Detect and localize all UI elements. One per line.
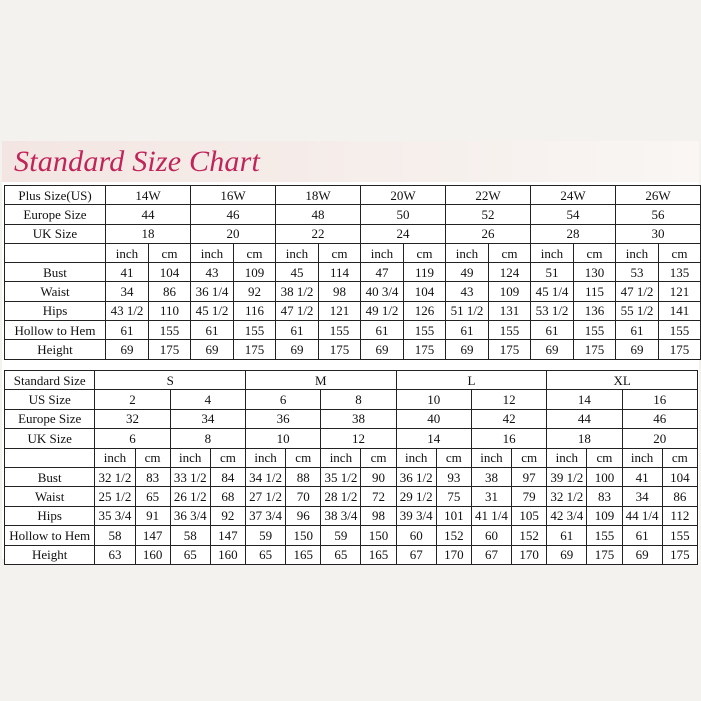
measurement-value: 44 1/4 (622, 506, 662, 525)
unit-cm-cell: cm (489, 243, 531, 262)
measurement-value: 72 (361, 487, 396, 506)
measurement-value: 131 (489, 301, 531, 320)
measurement-value: 59 (321, 526, 361, 545)
measurement-value: 135 (659, 263, 701, 282)
measurement-value: 60 (396, 526, 436, 545)
measurement-value: 69 (446, 340, 489, 359)
measurement-value: 101 (436, 506, 471, 525)
europe-size-cell: 54 (531, 205, 616, 224)
measurement-label: Hips (5, 506, 95, 525)
standard-size-header: Standard Size (5, 371, 95, 390)
measurement-row (5, 545, 698, 564)
measurement-value: 121 (659, 282, 701, 301)
plus-size-table (4, 185, 701, 360)
measurement-value: 116 (234, 301, 276, 320)
measurement-value: 110 (149, 301, 191, 320)
unit-inch-cell: inch (531, 243, 574, 262)
measurement-value: 42 3/4 (547, 506, 587, 525)
measurement-value: 38 (471, 467, 511, 486)
europe-size-row (5, 205, 701, 224)
measurement-value: 38 1/2 (276, 282, 319, 301)
measurement-row (5, 340, 701, 359)
uk-size-cell: 26 (446, 224, 531, 243)
measurement-value: 83 (135, 467, 170, 486)
measurement-value: 69 (106, 340, 149, 359)
unit-inch-cell: inch (471, 448, 511, 467)
europe-size-cell: 34 (170, 409, 245, 428)
unit-cm-cell: cm (319, 243, 361, 262)
measurement-row (5, 263, 701, 282)
measurement-value: 47 1/2 (276, 301, 319, 320)
measurement-value: 70 (286, 487, 321, 506)
size-group-cell: S (95, 371, 246, 390)
size-group-cell: XL (547, 371, 698, 390)
measurement-value: 175 (234, 340, 276, 359)
measurement-value: 136 (574, 301, 616, 320)
measurement-label: Bust (5, 467, 95, 486)
measurement-value: 39 3/4 (396, 506, 436, 525)
uk-size-label: UK Size (5, 224, 106, 243)
measurement-value: 65 (135, 487, 170, 506)
measurement-value: 175 (489, 340, 531, 359)
uk-size-cell: 6 (95, 429, 170, 448)
measurement-value: 49 (446, 263, 489, 282)
uk-size-row (5, 224, 701, 243)
uk-size-cell: 8 (170, 429, 245, 448)
europe-size-cell: 44 (547, 409, 622, 428)
unit-inch-cell: inch (170, 448, 210, 467)
measurement-row (5, 467, 698, 486)
uk-size-label: UK Size (5, 429, 95, 448)
measurement-value: 155 (489, 321, 531, 340)
measurement-value: 170 (436, 545, 471, 564)
measurement-value: 109 (489, 282, 531, 301)
measurement-value: 83 (587, 487, 622, 506)
measurement-value: 36 3/4 (170, 506, 210, 525)
uk-size-cell: 14 (396, 429, 471, 448)
measurement-value: 68 (210, 487, 245, 506)
measurement-value: 147 (210, 526, 245, 545)
us-size-cell: 12 (471, 390, 546, 409)
measurement-value: 34 (622, 487, 662, 506)
measurement-row (5, 526, 698, 545)
us-size-cell: 10 (396, 390, 471, 409)
measurement-value: 36 1/4 (191, 282, 234, 301)
measurement-label: Hollow to Hem (5, 321, 106, 340)
measurement-value: 155 (404, 321, 446, 340)
europe-size-label: Europe Size (5, 205, 106, 224)
plus-size-cell: 16W (191, 186, 276, 205)
measurement-value: 53 (616, 263, 659, 282)
measurement-value: 47 1/2 (616, 282, 659, 301)
measurement-value: 65 (170, 545, 210, 564)
uk-size-cell: 24 (361, 224, 446, 243)
measurement-value: 25 1/2 (95, 487, 135, 506)
measurement-value: 79 (512, 487, 547, 506)
plus-size-cell: 22W (446, 186, 531, 205)
measurement-value: 155 (574, 321, 616, 340)
unit-cm-cell: cm (361, 448, 396, 467)
measurement-value: 152 (512, 526, 547, 545)
europe-size-cell: 32 (95, 409, 170, 428)
measurement-value: 65 (246, 545, 286, 564)
measurement-value: 175 (404, 340, 446, 359)
measurement-value: 69 (191, 340, 234, 359)
us-size-cell: 2 (95, 390, 170, 409)
measurement-value: 61 (531, 321, 574, 340)
measurement-value: 45 1/2 (191, 301, 234, 320)
unit-cm-cell: cm (512, 448, 547, 467)
uk-size-row (5, 429, 698, 448)
measurement-value: 53 1/2 (531, 301, 574, 320)
measurement-value: 130 (574, 263, 616, 282)
measurement-value: 45 (276, 263, 319, 282)
measurement-value: 67 (471, 545, 511, 564)
measurement-value: 39 1/2 (547, 467, 587, 486)
measurement-value: 124 (489, 263, 531, 282)
unit-cm-cell: cm (286, 448, 321, 467)
measurement-row (5, 301, 701, 320)
measurement-value: 26 1/2 (170, 487, 210, 506)
measurement-value: 92 (210, 506, 245, 525)
plus-size-row (5, 186, 701, 205)
measurement-value: 104 (404, 282, 446, 301)
unit-inch-cell: inch (547, 448, 587, 467)
measurement-value: 61 (547, 526, 587, 545)
unit-inch-cell: inch (106, 243, 149, 262)
plus-size-cell: 20W (361, 186, 446, 205)
measurement-value: 121 (319, 301, 361, 320)
measurement-value: 155 (662, 526, 697, 545)
measurement-value: 112 (662, 506, 697, 525)
unit-inch-cell: inch (616, 243, 659, 262)
europe-size-cell: 38 (321, 409, 396, 428)
measurement-value: 84 (210, 467, 245, 486)
size-group-cell: M (246, 371, 397, 390)
uk-size-cell: 20 (622, 429, 697, 448)
measurement-value: 32 1/2 (547, 487, 587, 506)
measurement-value: 150 (361, 526, 396, 545)
uk-size-cell: 22 (276, 224, 361, 243)
uk-size-cell: 20 (191, 224, 276, 243)
measurement-row (5, 506, 698, 525)
measurement-value: 35 1/2 (321, 467, 361, 486)
measurement-value: 170 (512, 545, 547, 564)
size-group-cell: L (396, 371, 547, 390)
unit-cm-cell: cm (210, 448, 245, 467)
unit-cm-cell: cm (234, 243, 276, 262)
measurement-value: 104 (662, 467, 697, 486)
measurement-value: 105 (512, 506, 547, 525)
us-size-cell: 14 (547, 390, 622, 409)
measurement-value: 67 (396, 545, 436, 564)
measurement-value: 49 1/2 (361, 301, 404, 320)
unit-cm-cell: cm (659, 243, 701, 262)
measurement-value: 160 (210, 545, 245, 564)
unit-inch-cell: inch (276, 243, 319, 262)
unit-inch-cell: inch (622, 448, 662, 467)
measurement-value: 37 3/4 (246, 506, 286, 525)
measurement-row (5, 282, 701, 301)
measurement-value: 152 (436, 526, 471, 545)
measurement-value: 98 (361, 506, 396, 525)
unit-cm-cell: cm (436, 448, 471, 467)
unit-cm-cell: cm (574, 243, 616, 262)
measurement-value: 51 (531, 263, 574, 282)
europe-size-cell: 42 (471, 409, 546, 428)
uk-size-cell: 28 (531, 224, 616, 243)
measurement-value: 165 (361, 545, 396, 564)
plus-size-cell: 26W (616, 186, 701, 205)
europe-size-cell: 36 (246, 409, 321, 428)
measurement-label: Height (5, 545, 95, 564)
europe-size-cell: 44 (106, 205, 191, 224)
measurement-value: 58 (95, 526, 135, 545)
unit-cm-cell: cm (662, 448, 697, 467)
measurement-value: 69 (361, 340, 404, 359)
measurement-value: 61 (191, 321, 234, 340)
measurement-value: 61 (446, 321, 489, 340)
measurement-value: 29 1/2 (396, 487, 436, 506)
measurement-value: 155 (234, 321, 276, 340)
measurement-value: 61 (276, 321, 319, 340)
measurement-value: 35 3/4 (95, 506, 135, 525)
us-size-row (5, 390, 698, 409)
measurement-label: Bust (5, 263, 106, 282)
measurement-value: 69 (622, 545, 662, 564)
europe-size-label: Europe Size (5, 409, 95, 428)
measurement-value: 28 1/2 (321, 487, 361, 506)
plus-size-cell: 24W (531, 186, 616, 205)
unit-cm-cell: cm (404, 243, 446, 262)
measurement-value: 69 (616, 340, 659, 359)
measurement-value: 41 (106, 263, 149, 282)
measurement-value: 91 (135, 506, 170, 525)
us-size-cell: 16 (622, 390, 697, 409)
measurement-value: 27 1/2 (246, 487, 286, 506)
measurement-value: 34 1/2 (246, 467, 286, 486)
measurement-value: 160 (135, 545, 170, 564)
unit-inch-cell: inch (321, 448, 361, 467)
unit-inch-cell: inch (191, 243, 234, 262)
measurement-value: 75 (436, 487, 471, 506)
europe-size-cell: 50 (361, 205, 446, 224)
measurement-value: 104 (149, 263, 191, 282)
unit-inch-cell: inch (446, 243, 489, 262)
us-size-cell: 4 (170, 390, 245, 409)
measurement-value: 86 (662, 487, 697, 506)
measurement-value: 61 (361, 321, 404, 340)
uk-size-cell: 12 (321, 429, 396, 448)
europe-size-row (5, 409, 698, 428)
measurement-label: Hollow to Hem (5, 526, 95, 545)
measurement-value: 155 (587, 526, 622, 545)
uk-size-cell: 18 (547, 429, 622, 448)
us-size-label: US Size (5, 390, 95, 409)
measurement-label: Height (5, 340, 106, 359)
us-size-cell: 6 (246, 390, 321, 409)
measurement-value: 51 1/2 (446, 301, 489, 320)
measurement-value: 33 1/2 (170, 467, 210, 486)
measurement-value: 61 (616, 321, 659, 340)
measurement-value: 155 (319, 321, 361, 340)
measurement-value: 34 (106, 282, 149, 301)
europe-size-cell: 46 (622, 409, 697, 428)
measurement-value: 32 1/2 (95, 467, 135, 486)
measurement-value: 59 (246, 526, 286, 545)
measurement-value: 92 (234, 282, 276, 301)
measurement-value: 43 1/2 (106, 301, 149, 320)
plus-size-header: Plus Size(US) (5, 186, 106, 205)
measurement-value: 97 (512, 467, 547, 486)
measurement-value: 175 (149, 340, 191, 359)
measurement-value: 69 (531, 340, 574, 359)
measurement-value: 96 (286, 506, 321, 525)
measurement-value: 155 (659, 321, 701, 340)
unit-inch-cell: inch (95, 448, 135, 467)
standard-size-row (5, 371, 698, 390)
measurement-value: 47 (361, 263, 404, 282)
uk-size-cell: 30 (616, 224, 701, 243)
measurement-value: 175 (659, 340, 701, 359)
measurement-value: 40 3/4 (361, 282, 404, 301)
measurement-value: 60 (471, 526, 511, 545)
measurement-value: 31 (471, 487, 511, 506)
unit-row (5, 243, 701, 262)
uk-size-cell: 18 (106, 224, 191, 243)
us-size-cell: 8 (321, 390, 396, 409)
standard-size-table (4, 370, 698, 565)
measurement-value: 150 (286, 526, 321, 545)
measurement-value: 41 (622, 467, 662, 486)
measurement-value: 38 3/4 (321, 506, 361, 525)
unit-row (5, 448, 698, 467)
measurement-value: 109 (587, 506, 622, 525)
measurement-value: 43 (191, 263, 234, 282)
measurement-value: 100 (587, 467, 622, 486)
unit-inch-cell: inch (361, 243, 404, 262)
measurement-value: 45 1/4 (531, 282, 574, 301)
europe-size-cell: 56 (616, 205, 701, 224)
europe-size-cell: 46 (191, 205, 276, 224)
uk-size-cell: 16 (471, 429, 546, 448)
measurement-value: 65 (321, 545, 361, 564)
plus-size-cell: 14W (106, 186, 191, 205)
unit-inch-cell: inch (246, 448, 286, 467)
europe-size-cell: 48 (276, 205, 361, 224)
measurement-value: 155 (149, 321, 191, 340)
measurement-value: 126 (404, 301, 446, 320)
measurement-label: Waist (5, 282, 106, 301)
measurement-value: 141 (659, 301, 701, 320)
measurement-row (5, 321, 701, 340)
measurement-value: 115 (574, 282, 616, 301)
unit-inch-cell: inch (396, 448, 436, 467)
measurement-value: 88 (286, 467, 321, 486)
unit-blank-cell (5, 243, 106, 262)
measurement-value: 175 (587, 545, 622, 564)
measurement-value: 98 (319, 282, 361, 301)
size-chart-sheet (2, 141, 699, 563)
unit-cm-cell: cm (587, 448, 622, 467)
measurement-value: 165 (286, 545, 321, 564)
europe-size-cell: 40 (396, 409, 471, 428)
measurement-value: 114 (319, 263, 361, 282)
measurement-value: 119 (404, 263, 446, 282)
measurement-value: 93 (436, 467, 471, 486)
measurement-row (5, 487, 698, 506)
europe-size-cell: 52 (446, 205, 531, 224)
measurement-value: 86 (149, 282, 191, 301)
measurement-value: 147 (135, 526, 170, 545)
measurement-value: 55 1/2 (616, 301, 659, 320)
chart-title: Standard Size Chart (14, 145, 261, 178)
measurement-value: 61 (622, 526, 662, 545)
measurement-label: Hips (5, 301, 106, 320)
plus-size-cell: 18W (276, 186, 361, 205)
measurement-value: 36 1/2 (396, 467, 436, 486)
measurement-value: 175 (574, 340, 616, 359)
measurement-value: 61 (106, 321, 149, 340)
measurement-value: 41 1/4 (471, 506, 511, 525)
measurement-value: 69 (547, 545, 587, 564)
measurement-value: 43 (446, 282, 489, 301)
unit-blank-cell (5, 448, 95, 467)
measurement-value: 109 (234, 263, 276, 282)
measurement-value: 175 (662, 545, 697, 564)
unit-cm-cell: cm (149, 243, 191, 262)
uk-size-cell: 10 (246, 429, 321, 448)
measurement-value: 58 (170, 526, 210, 545)
measurement-value: 175 (319, 340, 361, 359)
measurement-label: Waist (5, 487, 95, 506)
measurement-value: 90 (361, 467, 396, 486)
title-banner (2, 141, 699, 182)
measurement-value: 69 (276, 340, 319, 359)
unit-cm-cell: cm (135, 448, 170, 467)
measurement-value: 63 (95, 545, 135, 564)
